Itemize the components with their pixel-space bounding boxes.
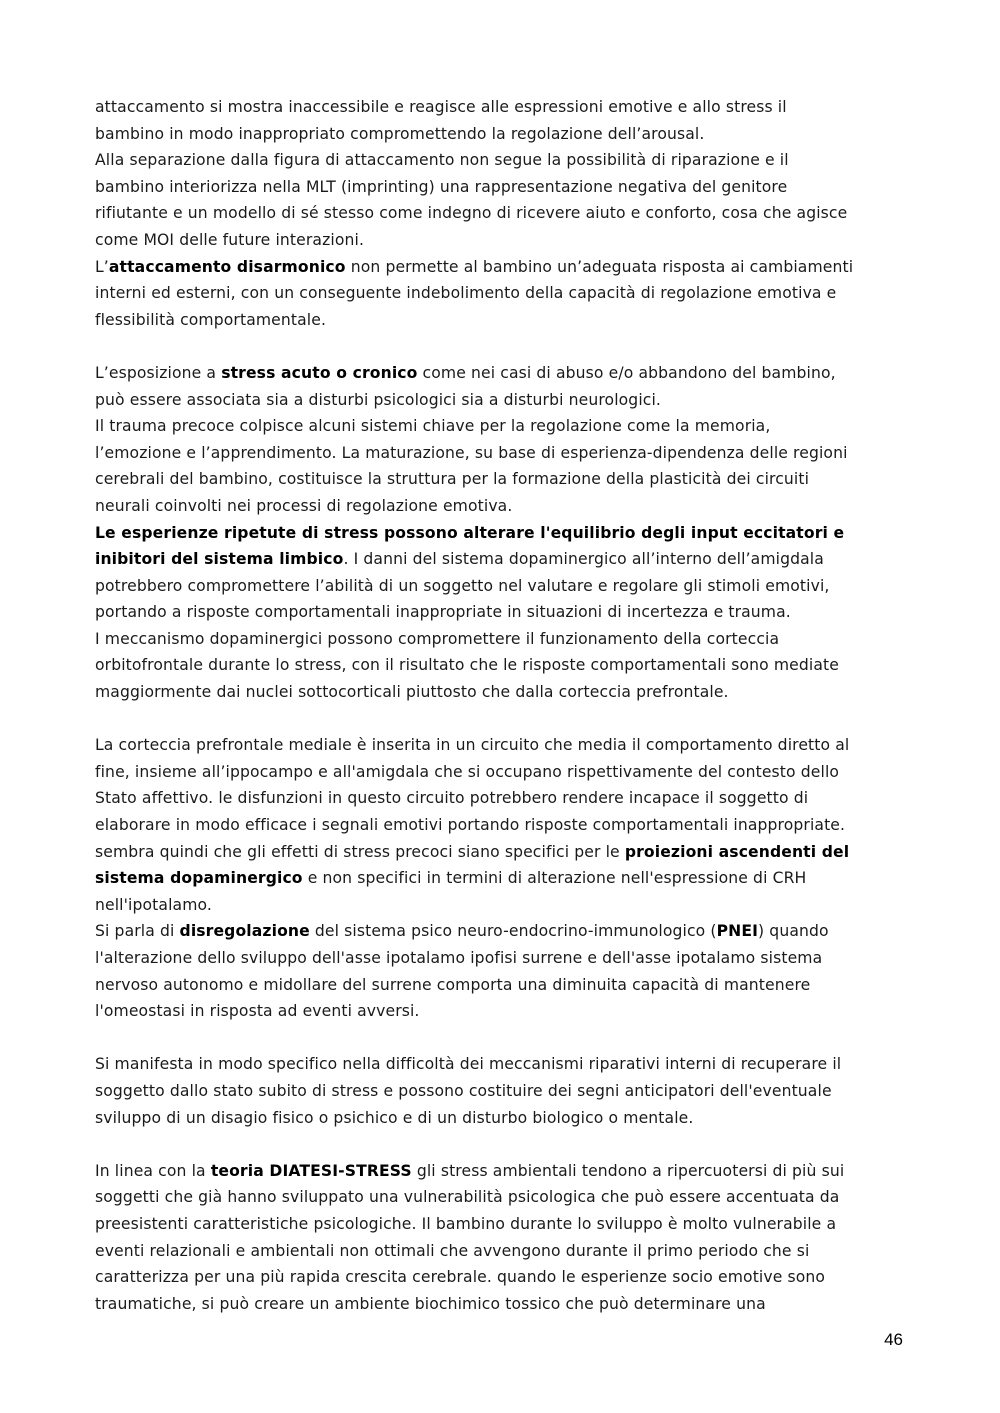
text-segment: traumatiche, si può creare un ambiente biochimico tossico che può determinare una [95, 1294, 766, 1313]
bold-text: attaccamento disarmonico [108, 257, 346, 276]
text-line [95, 94, 907, 121]
text-segment: sviluppo di un disagio fisico o psichico e di un disturbo biologico o mentale. [95, 1108, 694, 1127]
text-segment: può essere associata sia a disturbi psicologici sia a disturbi neurologici. [95, 390, 662, 409]
text-line [95, 1025, 907, 1052]
text-line [95, 706, 907, 733]
text-line [95, 573, 907, 600]
text-segment: neurali coinvolti nei processi di regolazione emotiva. [95, 496, 513, 515]
text-segment: ) quando [758, 922, 829, 941]
text-segment: l'omeostasi in risposta ad eventi avversi. [95, 1002, 420, 1021]
text-segment: rifiutante e un modello di sé stesso come indegno di ricevere aiuto e conforto, cosa che agisce [95, 204, 848, 223]
text-line [95, 200, 907, 227]
text-line [95, 1158, 907, 1185]
text-segment: Si parla di [95, 922, 180, 941]
text-segment: come MOI delle future interazioni. [95, 230, 365, 249]
text-segment: cerebrali del bambino, costituisce la struttura per la formazione della plasticità dei circuiti [95, 470, 810, 489]
bold-text: sistema dopaminergico [95, 869, 303, 888]
text-line [95, 1238, 907, 1265]
text-line [95, 972, 907, 999]
page-number: 46 [884, 1330, 903, 1349]
text-line [95, 1291, 907, 1318]
text-line [95, 387, 907, 414]
text-segment: nervoso autonomo e midollare del surrene comporta una diminuita capacità di mantenere [95, 975, 811, 994]
text-segment: del sistema psico neuro-endocrino-immunologico ( [309, 922, 717, 941]
text-segment: Il trauma precoce colpisce alcuni sistemi chiave per la regolazione come la memoria, [95, 417, 771, 436]
text-line [95, 785, 907, 812]
text-segment: La corteccia prefrontale mediale è inserita in un circuito che media il comportamento diretto al [95, 736, 850, 755]
text-segment: fine, insieme all’ippocampo e all'amigdala che si occupano rispettivamente del contesto dello [95, 762, 840, 781]
bold-text: disregolazione [179, 922, 310, 941]
bold-text: PNEI [716, 922, 759, 941]
text-line [95, 812, 907, 839]
text-line [95, 679, 907, 706]
text-segment: Alla separazione dalla figura di attaccamento non segue la possibilità di riparazione e il [95, 151, 789, 170]
bold-text: stress acuto o cronico [221, 363, 418, 382]
text-segment: In linea con la [95, 1161, 211, 1180]
document-body [95, 94, 907, 1317]
text-line [95, 440, 907, 467]
text-line [95, 652, 907, 679]
text-line [95, 1264, 907, 1291]
text-line [95, 520, 907, 547]
text-line [95, 945, 907, 972]
text-line [95, 1051, 907, 1078]
text-segment: maggiormente dai nuclei sottocorticali piuttosto che dalla corteccia prefrontale. [95, 683, 729, 702]
text-line [95, 839, 907, 866]
text-segment: flessibilità comportamentale. [95, 310, 327, 329]
text-line [95, 1078, 907, 1105]
bold-text: Le esperienze ripetute di stress possono alterare l'equilibrio degli input eccitatori e [95, 523, 845, 542]
text-segment: portando a risposte comportamentali inappropriate in situazioni di incertezza e trauma. [95, 603, 791, 622]
text-segment: gli stress ambientali tendono a ripercuotersi di più sui [411, 1161, 845, 1180]
text-line [95, 227, 907, 254]
text-line [95, 121, 907, 148]
text-segment: . I danni del sistema dopaminergico all’interno dell’amigdala [343, 550, 824, 569]
text-segment: attaccamento si mostra inaccessibile e reagisce alle espressioni emotive e allo stress il [95, 98, 787, 116]
text-line [95, 546, 907, 573]
text-line [95, 1131, 907, 1158]
bold-text: teoria DIATESI-STRESS [210, 1161, 412, 1180]
text-line [95, 174, 907, 201]
text-line [95, 626, 907, 653]
text-line [95, 599, 907, 626]
text-line [95, 254, 907, 281]
text-line [95, 732, 907, 759]
text-segment: nell'ipotalamo. [95, 895, 212, 914]
text-segment: preesistenti caratteristiche psicologiche. Il bambino durante lo sviluppo è molto vulnerabile a [95, 1214, 837, 1233]
bold-text: inibitori del sistema limbico [95, 550, 344, 569]
text-segment: potrebbero compromettere l’abilità di un soggetto nel valutare e regolare gli stimoli emotivi, [95, 576, 830, 595]
text-line [95, 466, 907, 493]
text-segment: L’ [95, 257, 109, 276]
text-segment: l'alterazione dello sviluppo dell'asse ipotalamo ipofisi surrene e dell'asse ipotalamo sistema [95, 949, 823, 967]
text-segment: l’emozione e l’apprendimento. La maturazione, su base di esperienza-dipendenza delle regioni [95, 443, 848, 462]
text-line [95, 865, 907, 892]
text-segment: Si manifesta in modo specifico nella difficoltà dei meccanismi riparativi interni di recuperare il [95, 1055, 842, 1074]
text-line [95, 307, 907, 334]
text-line [95, 280, 907, 307]
text-line [95, 892, 907, 919]
text-segment: interni ed esterni, con un conseguente indebolimento della capacità di regolazione emotiva e [95, 284, 837, 303]
text-segment: bambino interiorizza nella MLT (imprinting) una rappresentazione negativa del genitore [95, 177, 788, 196]
text-segment: L’esposizione a [95, 363, 222, 382]
text-segment: eventi relazionali e ambientali non ottimali che avvengono durante il primo periodo che si [95, 1241, 810, 1260]
text-segment: elaborare in modo efficace i segnali emotivi portando risposte comportamentali inappropriate. [95, 816, 846, 835]
text-line [95, 493, 907, 520]
bold-text: proiezioni ascendenti del [624, 842, 850, 861]
text-line [95, 998, 907, 1025]
text-segment: bambino in modo inappropriato compromettendo la regolazione dell’arousal. [95, 124, 705, 143]
text-line [95, 413, 907, 440]
text-segment: I meccanismo dopaminergici possono compromettere il funzionamento della corteccia [95, 629, 780, 648]
text-segment: soggetti che già hanno sviluppato una vulnerabilità psicologica che può essere accentuata da [95, 1188, 840, 1207]
text-segment: soggetto dallo stato subito di stress e possono costituire dei segni anticipatori dell'eventuale [95, 1081, 832, 1100]
text-segment: non permette al bambino un’adeguata risposta ai cambiamenti [345, 257, 854, 276]
text-segment: come nei casi di abuso e/o abbandono del bambino, [417, 363, 836, 382]
text-segment: orbitofrontale durante lo stress, con il risultato che le risposte comportamentali sono mediate [95, 656, 839, 675]
text-line [95, 918, 907, 945]
text-line [95, 333, 907, 360]
text-line [95, 360, 907, 387]
text-line [95, 1184, 907, 1211]
text-line [95, 759, 907, 786]
text-line [95, 1211, 907, 1238]
text-line [95, 147, 907, 174]
text-segment: sembra quindi che gli effetti di stress precoci siano specifici per le [95, 842, 625, 861]
text-line [95, 1105, 907, 1132]
text-segment: Stato affettivo. le disfunzioni in questo circuito potrebbero rendere incapace il soggetto di [95, 789, 809, 808]
text-segment: caratterizza per una più rapida crescita cerebrale. quando le esperienze socio emotive sono [95, 1268, 826, 1287]
text-segment: e non specifici in termini di alterazione nell'espressione di CRH [302, 869, 807, 888]
